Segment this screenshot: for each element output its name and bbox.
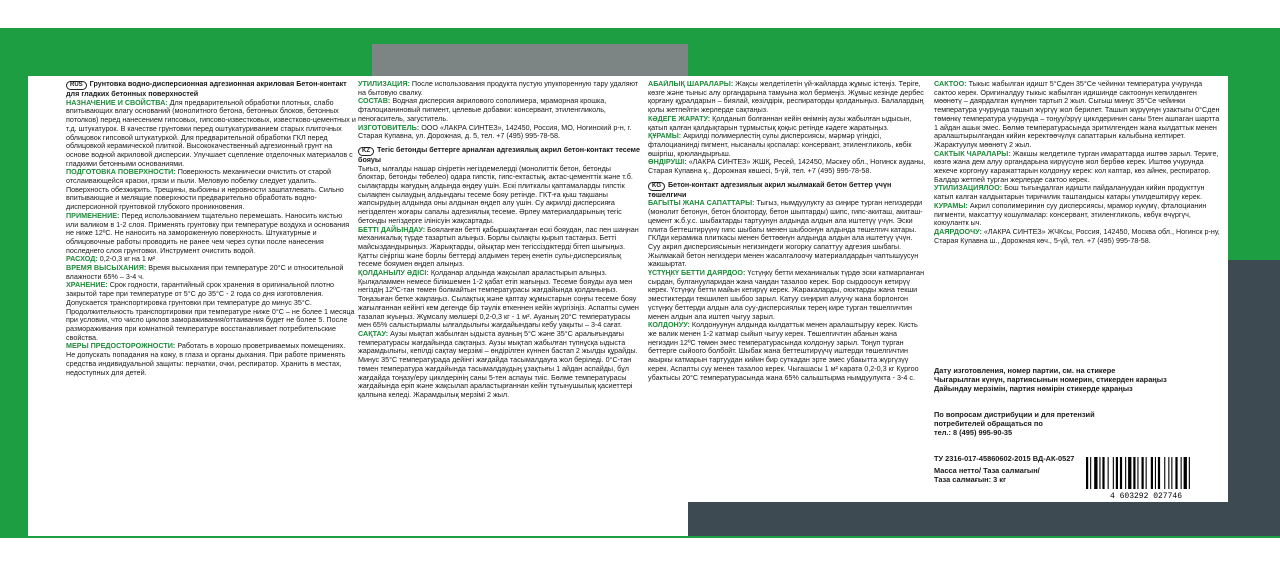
barcode-bar — [1151, 457, 1153, 489]
date-kz: Дайындау мерзімін, партия нөмірін стикерде қараңыз — [934, 384, 1133, 393]
barcode-bar — [1158, 457, 1160, 489]
barcode-bar — [1164, 457, 1165, 489]
barcode-bar — [1168, 457, 1169, 489]
kg-utilization: УТИЛИЗАЦИЯЛОО: Бош тыгындалган идишти пайдалануудан кийин продукттун катып калган калдыктарын тиричилик таштандысы катары утилдештирүү керек. — [934, 183, 1205, 202]
kg-tail-column — [934, 80, 1224, 362]
barcode-bar — [1184, 457, 1187, 489]
barcode-digits: 4 603292 027746 — [1109, 492, 1183, 500]
distribution-text: По вопросам дистрибуции и для претензий потребителей обращаться по — [934, 410, 1095, 428]
barcode-bar — [1133, 457, 1135, 489]
kg-safety: САКТЫК ЧАРАЛАРЫ: Жакшы желдетиле турган имараттарда иштөө зарыл. Териге, көзгө жана дем алуу органдарына кирүүсүнө жол бербөө керек. Иштөө учурунда жекече коргонуу каражаттарын колдонуу керек: кол каптар, көз айнек, респиратор. Балдар жетпей турган жерлерде сактоо керек. — [934, 148, 1219, 184]
barcode-bar — [1175, 457, 1177, 489]
kz-prep: БЕТТІ ДАЙЫНДАУ: Бояланған бетті қабыршақтанған ескі бояудан, лас пен шаңнан механикалық түрде тазартып алыңыз. Борлы сылақты қырып тастаңыз. Бетті майсыздандырыңыз. Жарықтарды, ойықтар мен тегіссіздіктерді бітеп шығыңыз. Қатты сіңіргіш және борлы беттерді алдымен терең енетін сулы-дисперсиялық тесеме бояумен өңдеп алыңыз. — [358, 224, 639, 269]
ru-column — [66, 80, 356, 500]
kz-storage: САҚТАУ: Аузы мықтап жабылған ыдыста ауаның 5°С және 35°С аралығындағы температурасы жағдайында сақтаңыз. Аузы мықтап жабылған түпнұсқа ыдыста жарамдылығы, кепілді сақтау мерзімі – өндірілген күннен бастап 2 жылды құрайды. Минус 35°С температурада дейінгі жағдайда тасымалдауға жол беріледі. 0°С-тан төмен температура жағдайында тасымалдаудың ұзақтығы 1 айдан аспайды, бұл жағдайда тоңазу/еру циклдерінің саны 5-тен аспауы тиіс. Бөлме температурасы жағдайында еріп және жақсылап араластырғаннан кейін тұтынушылық қасиеттері қалпына келеді. Жарамдылық мерзімі 2 жыл. — [358, 328, 638, 399]
kz-composition: ҚҰРАМЫ: Акрилді полимерлестің сулы дисперсиясы, мәрмәр үгіндісі, фталоцианинді пигмент, нысаналы қоспалар: консервант, этиленгликоль, көбік өшіргіш, қоюландырғыш. — [648, 131, 912, 158]
date-ru: Дату изготовления, номер партии, см. на стикере — [934, 366, 1116, 375]
barcode-bar — [1086, 457, 1088, 489]
ru-purpose: НАЗНАЧЕНИЕ И СВОЙСТВА: Для предварительной обработки плотных, слабо впитывающих влагу оснований (монолитного бетона, бетонных блоков, бетонных потолков) перед нанесением гипсовых, гипсово-известковых, известково-цементных и т.д. штукатурок. В качестве грунтовки перед оштукатуриванием старых плиточных облицовок гипсовой штукатуркой. Для предварительной обработки ГКЛ перед облицовкой керамической плиткой. Высококачественный адгезионный грунт на основе водной акриловой дисперсии. Улучшает сцепление отделочных материалов с гладкими бетонными основаниями. — [66, 97, 356, 168]
bottom-green-line — [0, 536, 1280, 538]
barcode — [1078, 454, 1214, 500]
barcode-bar — [1189, 457, 1190, 489]
ru-manufacturer: ИЗГОТОВИТЕЛЬ: ООО «ЛАКРА СИНТЕЗ», 142450, Россия, МО, Ногинский р-н, г. Старая Купавна, ул. Дорожная, д. 5, тел. +7 (495) 995-78-58. — [358, 122, 632, 141]
ru-tag: RUS — [66, 81, 87, 90]
kz-safety: АБАЙЛЫҚ ШАРАЛАРЫ: Жақсы желдетілетін үй-жайларда жұмыс істеңіз. Теріге, көзге және тыныс алу органдарына тамуына жол бермеңіз. Жұмыс кезінде дербес қорғану құралдарын – биялай, көзілдірік, респираторды қолданыңыз. Балалардың қолы жетпейтін жерлерде сақтаңыз. — [648, 80, 924, 115]
kg-use: КОЛДОНУУ: Колдонуунун алдында кылдаттык менен аралаштыруу керек. Кисть же валик менен 1-2 катмар сыйып чыгуу керек. Төшелгичтин абанын жана негиздин 12ºС төмөн эмес температурасында колдонуу зарыл. Тоңуп турган беттерге сыйоого болбойт. Шыбак жана беттештирүүчү иштерди төшелгичтин акыркы катмарын тартуудан кийин бир суткадан эрте эмес убакытта жүргүзүү керек. Аспапты суу менен тазалоо керек. Чыгашасы 1 м² карата 0,2-0,3 кг Кургоо убактысы 20°С температурасында жана 65% салыштырма нымдуулукта - 3-4 с. — [648, 320, 919, 382]
ru-drying: ВРЕМЯ ВЫСЫХАНИЯ: Время высыхания при температуре 20°С и относительной влажности 65% – 3-4 ч. — [66, 263, 344, 281]
barcode-bar — [1142, 457, 1144, 489]
kg-title: KG Бетон-контакт адгезиялык акрил жылмакай бетон беттер үчүн төшелгичи — [648, 179, 892, 199]
barcode-bar — [1113, 457, 1114, 489]
distribution-phone: тел.: 8 (495) 995-90-35 — [934, 428, 1013, 437]
kz-intro: Тығыз, ылғалды нашар сіңіретін негіздемелерді (монолиттік бетон, бетонды блоктар, бетонды төбелео) одара гипстік, гипс-ектастық, актас-цементтік және т.б. сылақтарды жағудың алдында өңдеу үшін. Ескі плиткалы қаптамаларды гипстік сылақпен сылаудың алдындағы тесеме бояу ретінде. ГКТ-ға қыш тақшаны жапсырудың алдында оны алдынан өңдеп алу үшін. Су акрилді дисперсияға негізделген жоғары сапалы адгезиялық тесеме. Әрлеу материалдарының тегіс бетонды негіздерге ілінісуін жақсартады. — [358, 163, 633, 225]
ru-consumption: РАСХОД: 0,2-0,3 кг на 1 м² — [66, 254, 156, 264]
barcode-bar — [1137, 457, 1138, 489]
tu-code: ТУ 2316-017-45860602-2015 ВД-АК-0527 — [934, 454, 1075, 463]
barcode-bar — [1128, 457, 1131, 489]
top-gray-band — [372, 44, 688, 76]
ru-prep: ПОДГОТОВКА ПОВЕРХНОСТИ: Поверхность механически очистить от старой отслаивающейся краски, грязи и пыли. Меловую побелку следует удалить. Поверхность обезжирить. Трещины, выбоины и неровности зашпатлевать. Сильно впитывающие и мелящие поверхности предварительно обработать водно-дисперсионной грунтовкой глубокого проникновения. — [66, 167, 344, 212]
tu-info — [934, 454, 1084, 484]
barcode-bar — [1102, 457, 1104, 489]
ru-storage: ХРАНЕНИЕ: Срок годности, гарантийный срок хранения в оригинальной плотно закрытой таре при температуре от 5°С до 35°С - 2 года со дня изготовления. Допускается транспортировка грунтовки при температуре до минус 35°С. Продолжительность транспортировки при температуре ниже 0°С – не более 1 месяца при условии, что число циклов замораживания/оттаивания будет не более 5. После размораживания при комнатной температуре восстанавливает потребительские свойства. — [66, 280, 355, 342]
date-info — [934, 366, 1224, 393]
left-green-strip — [0, 76, 28, 536]
kz-column — [358, 80, 640, 500]
kz-title: KZ Тегіс бетонды беттерге арналған адгезиялық акрил бетон-контакт тесеме бояуы — [358, 144, 640, 164]
kg-column — [648, 80, 926, 500]
ru-use: ПРИМЕНЕНИЕ: Перед использованием тщательно перемешать. Наносить кистью или валиком в 1-2 слоя. Применять грунтовку при температуре воздуха и основания не ниже 12ºС. Не наносить на замороженную поверхность. Штукатурные и облицовочные работы проводить не ранее чем через сутки после нанесения последнего слоя грунтовки. Инструмент очистить водой. — [66, 210, 350, 255]
barcode-bar — [1171, 457, 1172, 489]
kg-tag: KG — [648, 182, 665, 191]
mass-value: Таза салмағын: 3 кг — [934, 475, 1007, 484]
distribution-info — [934, 410, 1144, 437]
ru-title: RUS Грунтовка водно-дисперсионная адгезионная акриловая Бетон-контакт для гладких бетонных поверхностей — [66, 80, 347, 98]
kz-use: ҚОЛДАНЫЛУ ӘДІСІ: Қолданар алдында жақсылап араластырып алыңыз. Қылқаламмен немесе білікшемен 1-2 қабат етіп жағыңыз. Тесеме бояуды ауа мен негіздің 12ºС-тан төмен болмайтын температурасы жағдайында қолданыңыз. Тоңазыған бетке жақпаңыз. Сылақтық және қаптау жұмыстарын соңғы тесеме бояу жағылғаннан кейінгі кем дегенде бір тәулік өткеннен кейін жүргізіңіз. Аспапты сумен тазалап жуыңыз. Жұмсалу мөлшері 0,2-0,3 кг - 1 м². Ауаның 20°С температурасы мен 65% салыстырмалы ылғалдылығы жағдайындағы кебу уақыты – 3-4 сағат. — [358, 268, 639, 330]
ru-safety: МЕРЫ ПРЕДОСТОРОЖНОСТИ: Работать в хорошо проветриваемых помещениях. Не допускать попадания на кожу, в глаза и органы дыхания. При работе применять средства индивидуальной защиты: перчатки, очки, респиратор. Хранить в местах, недоступных для детей. — [66, 341, 346, 377]
kz-manufacturer: ӨНДІРУШІ: «ЛАКРА СИНТЕЗ» ЖШҚ, Ресей, 142450, Мәскеу обл., Ногинск ауданы, Старая Купавна қ., Дорожная көшесі, 5-үй, тел. +7 (495) 995-78-58. — [648, 157, 926, 176]
barcode-bar — [1146, 457, 1147, 489]
ru-utilization: УТИЛИЗАЦИЯ: После использования продукта пустую упукпоренную тару удаляют на бытовую свалку. — [358, 80, 639, 97]
right-dark-band — [1228, 260, 1280, 536]
mass-label: Масса нетто/ Таза салмагын/ — [934, 466, 1040, 475]
barcode-bar — [1116, 457, 1118, 489]
kz-utilization: КӘДЕГЕ ЖАРАТУ: Қолданып болғаннан кейін өнімнің аузы жабылған ыдысын, қатып қалған қалдықтарын тұрмыстық қоқыс ретінде кәдеге жаратыңыз. — [648, 113, 912, 132]
barcode-bar — [1099, 457, 1100, 489]
date-kg: Чыгарылган күнүн, партиясынын номерин, стикерден караңыз — [934, 375, 1167, 384]
bottom-dark-band — [688, 502, 1280, 536]
barcode-bar — [1125, 457, 1126, 489]
barcode-bar — [1155, 457, 1156, 489]
barcode-bar — [1090, 457, 1091, 489]
kg-storage: САКТОО: Тыкыс жабылган идишт 5°Сден 35°Се чейинки температура учурунда сактоо керек. Оригиналдуу тыкыс жабылган идишинде сактоонун кепилдөнген мөөнөтү – даярдалган күнүнөн тартып 2 жыл. Сыгыш минус 35°Се чейинки температура учурунда ташып жүргүү жол берилет. Ташып жүрүүнүн узактыгы 0°Сден төмөнкү температура учурунда – тоңуу/эрүү циклдеринин саны 5тен ашпаган шартта 1 айдан ашык эмес. Бөлмө температурасында эритилгенден жана кылдаттык менен аралаштырылгандан кийин керектөөчүлүк сапаттарын калыбына келтирет. Жарактуулук мөөнөтү 2 жыл. — [934, 80, 1220, 149]
kz-tag: KZ — [358, 147, 374, 156]
right-green-strip — [1228, 76, 1280, 260]
ru-composition: СОСТАВ: Водная дисперсия акрилового сополимера, мраморная крошка, фталоцианиновый пигмент, целевые добавки: консервант, этиленгликоль, пеногаситель, загуститель. — [358, 96, 607, 123]
barcode-bar — [1108, 457, 1109, 489]
kg-prep: ҮСТҮҢКҮ БЕТТИ ДАЯРДОО: Үстүңкү бетти механикалык түрдө эски катмарланган сырдан, булганууларидан жана чаңдан тазалоо керек. Бор сырдоосун кетирүү керек. Үстүңкү бетти майын кетирүү керек. Жаракаларды, оюктарды жана текши эместиктерди текшилеп шыбоо зарыл. Катуу сиңирип алуучу жана борлонгон үстүңкү беттерди алдын ала суу-дисперсиялык терең кире турган төшелгичтин менен алдын ала иштеп чыгуу зарыл. — [648, 268, 925, 321]
kg-manufacturer: ДАЯРДООЧУ: «ЛАКРА СИНТЕЗ» ЖЧКсы, Россия, 142450, Москва обл., Ногинск р-ну, Старая Купавна ш., Дорожная көч., 5-үй, тел. +7 (495) 995-78-58. — [934, 226, 1220, 245]
barcode-bar — [1094, 457, 1097, 489]
kg-purpose: БАГЫТЫ ЖАНА САПАТТАРЫ: Тыгыз, нымдуулукту аз сиңире турган негиздерди (монолит бетонун, бетон блокторду, бетон шыптарды) шипс, гипс-акиташ, акиташ-цемент ж.б.у.с. шыбактарды тартуунун алдында алдын ала иштетүү үчүн. Эски плита беттештирүүнү гипс шыбагы менен шыбоонун алдында төшелгич катары. ГКЛди керамика плиткасы менен беттөөнүн алдында алдын ала иштетүү үчүн. Суу акрил дисперсиясынын негизиндеги жогорку сапаттуу адгезия шыбагы. Жылмакай бетон негиздери менен жасалгалоочу материалдардын чаптышуусун жакшыртат. — [648, 198, 923, 269]
barcode-bar — [1181, 457, 1182, 489]
barcode-bar — [1120, 457, 1122, 489]
kg-composition: КУРАМЫ: Акрил сополимеринин суу дисперсиясы, мрамор күкүмү, фталоцианин пигменти, максаттуу кошулмалар: консервант, этиленгликоль, көбүк өчүргүч, коюулантк ыч. — [934, 200, 1207, 228]
barcode-icon — [1078, 454, 1214, 500]
